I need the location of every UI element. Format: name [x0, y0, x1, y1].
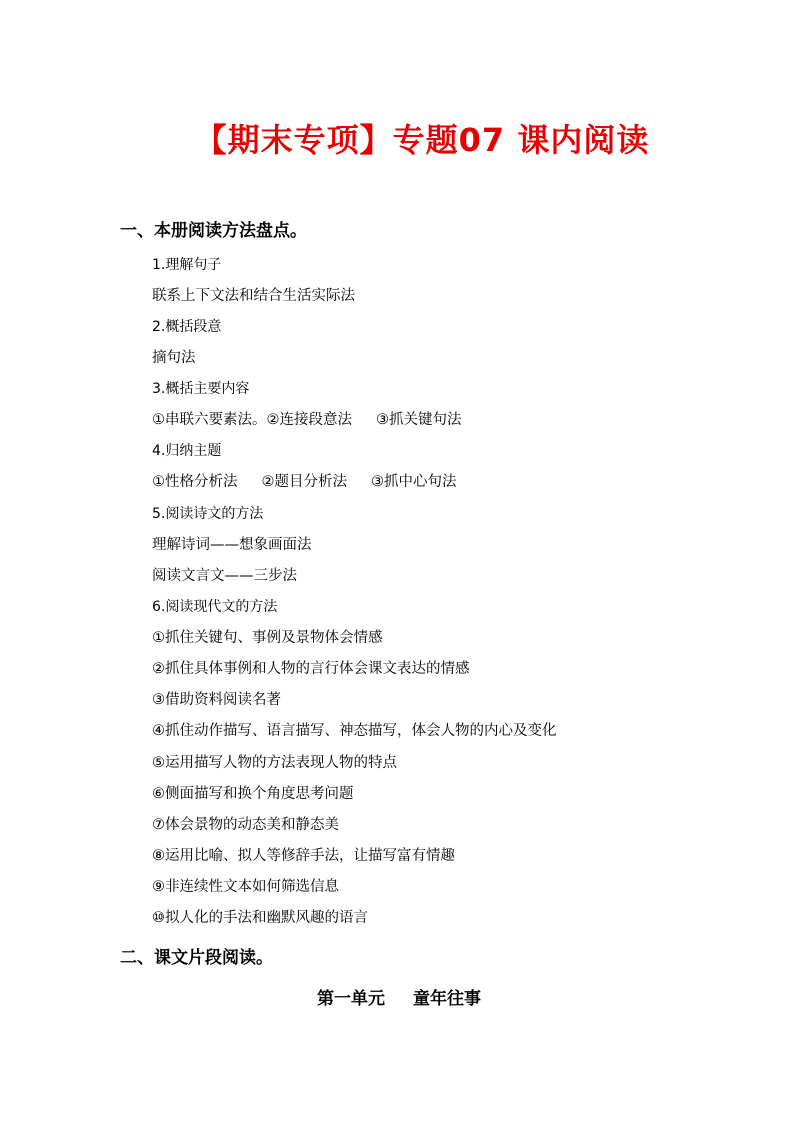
item-3-part-b: ③抓关键句法 — [376, 412, 462, 428]
item-5-body-a: 理解诗词——想象画面法 — [152, 537, 312, 553]
section-heading-methods: 一、本册阅读方法盘点。 — [120, 221, 307, 241]
list-item: ④抓住动作描写、语言描写、神态描写，体会人物的内心及变化 — [152, 723, 557, 739]
list-item: ⑧运用比喻、拟人等修辞手法，让描写富有情趣 — [152, 848, 455, 864]
item-4-body — [152, 472, 457, 492]
unit-heading — [0, 987, 794, 1011]
item-5-heading: 5.阅读诗文的方法 — [152, 506, 264, 522]
list-item: ②抓住具体事例和人物的言行体会课文表达的情感 — [152, 661, 470, 677]
item-1-heading: 1.理解句子 — [152, 257, 222, 273]
section-heading-excerpts: 二、课文片段阅读。 — [120, 948, 273, 968]
unit-name: 童年往事 — [413, 989, 481, 1009]
list-item: ①抓住关键句、事例及景物体会情感 — [152, 630, 383, 646]
item-3-part-a: ①串联六要素法。②连接段意法 — [152, 412, 352, 428]
item-2-body: 摘句法 — [152, 350, 196, 366]
item-4-heading: 4.归纳主题 — [152, 443, 222, 459]
unit-label: 第一单元 — [317, 989, 385, 1009]
list-item: ⑤运用描写人物的方法表现人物的特点 — [152, 755, 397, 771]
list-item: ⑦体会景物的动态美和静态美 — [152, 817, 339, 833]
item-3-heading: 3.概括主要内容 — [152, 381, 250, 397]
list-item: ③借助资料阅读名著 — [152, 692, 281, 708]
list-item: ⑨非连续性文本如何筛选信息 — [152, 879, 339, 895]
item-3-body — [152, 410, 462, 430]
list-item: ⑥侧面描写和换个角度思考问题 — [152, 786, 354, 802]
item-2-heading: 2.概括段意 — [152, 319, 222, 335]
item-4-part-a: ①性格分析法 — [152, 474, 238, 490]
item-4-part-c: ③抓中心句法 — [371, 474, 457, 490]
page-title: 【期末专项】专题07 课内阅读 — [194, 121, 650, 159]
list-item: ⑩拟人化的手法和幽默风趣的语言 — [152, 910, 368, 926]
item-1-body: 联系上下文法和结合生活实际法 — [152, 288, 355, 304]
item-5-body-b: 阅读文言文——三步法 — [152, 568, 297, 584]
item-4-part-b: ②题目分析法 — [261, 474, 347, 490]
item-6-heading: 6.阅读现代文的方法 — [152, 599, 278, 615]
